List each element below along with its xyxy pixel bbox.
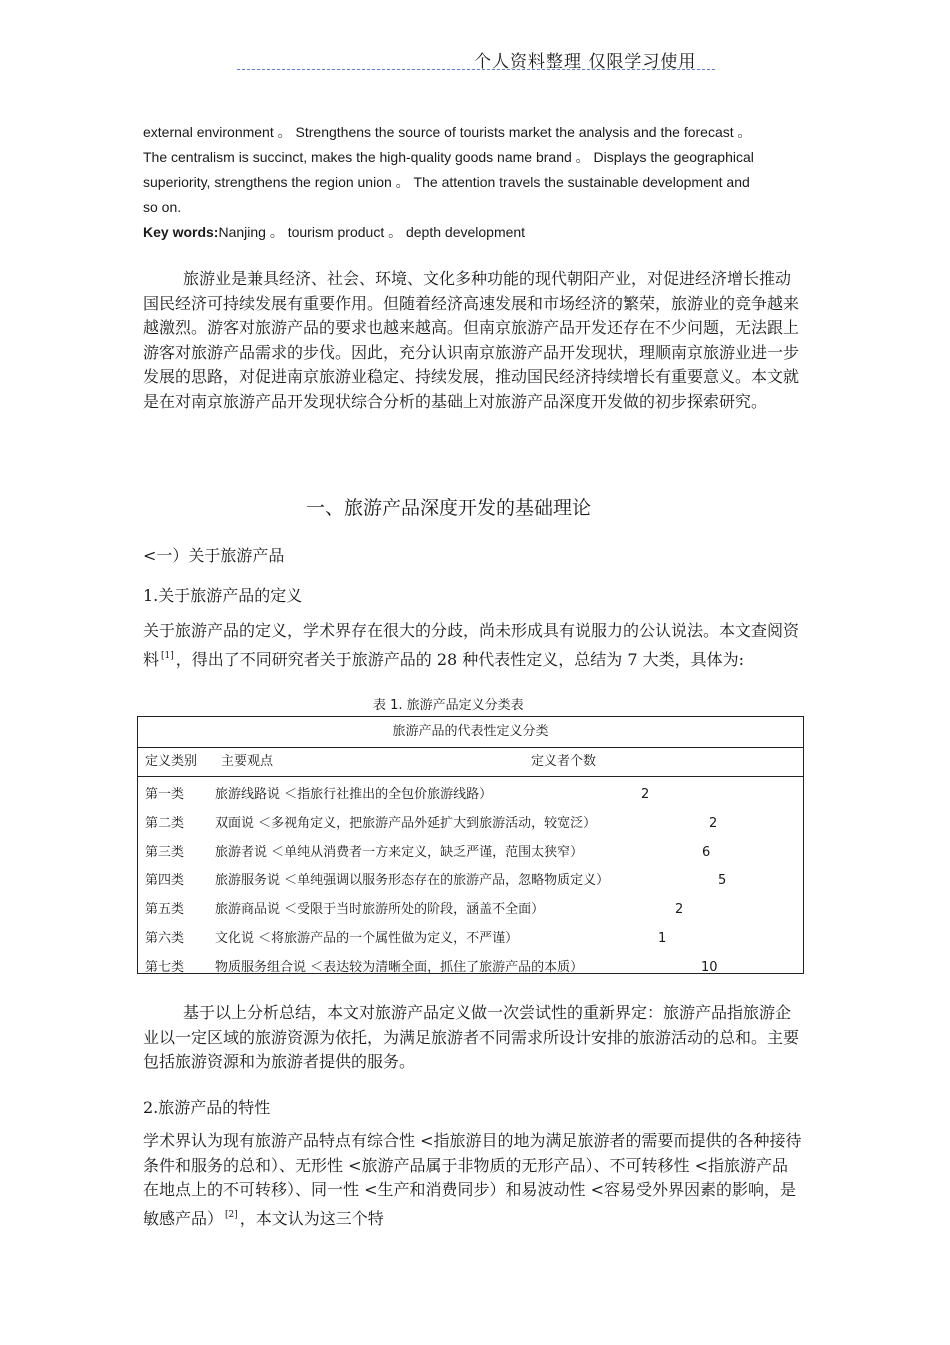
- subsection-heading: <一）关于旅游产品: [143, 546, 285, 565]
- citation: [2]: [225, 1209, 238, 1220]
- row-view: 旅游商品说 ＜受限于当时旅游所处的阶段，涵盖不全面）: [215, 902, 545, 918]
- page-header: 个人资料整理 仅限学习使用: [474, 52, 697, 72]
- row-count: 1: [658, 930, 667, 946]
- row-count: 10: [701, 959, 718, 975]
- row-category: 第三类: [145, 844, 185, 860]
- row-category: 第四类: [145, 873, 185, 889]
- abstract-line: so on.: [143, 199, 182, 215]
- summary-paragraph: 基于以上分析总结，本文对旅游产品定义做一次尝试性的重新界定：旅游产品指旅游企业以一定区域的旅游资源为依托，为满足旅游者不同需求所设计安排的旅游活动的总和。主要包括旅游资源和为旅游者提供的服务。: [143, 1003, 800, 1072]
- table-row: [138, 867, 803, 896]
- row-count: 2: [675, 902, 684, 918]
- row-category: 第五类: [145, 902, 185, 918]
- intro-paragraph: 旅游业是兼具经济、社会、环境、文化多种功能的现代朝阳产业，对促进经济增长推动国民经济可持续发展有重要作用。但随着经济高速发展和市场经济的繁荣，旅游业的竞争越来越激烈。游客对旅游产品的要求也越来越高。但南京旅游产品开发还存在不少问题，无法跟上游客对旅游产品需求的步伐。因此，充分认识南京旅游产品开发现状，理顺南京旅游业进一步发展的思路，对促进南京旅游业稳定、持续发展，推动国民经济持续增长有重要意义。本文就是在对南京旅游产品开发现状综合分析的基础上对旅游产品深度开发做的初步探索研究。: [143, 269, 800, 411]
- row-category: 第二类: [145, 815, 185, 831]
- row-category: 第一类: [145, 787, 185, 802]
- row-view: 旅游者说 ＜单纯从消费者一方来定义，缺乏严谨，范围太狭窄）: [215, 844, 584, 860]
- header-category: 定义类别: [145, 754, 198, 769]
- table-row: [138, 954, 803, 983]
- row-count: 6: [702, 844, 711, 860]
- definition-paragraph: [143, 619, 803, 672]
- row-category: 第六类: [145, 930, 185, 946]
- abstract-line: superiority, strengthens the region union 。 The attention travels the sustainable development and: [143, 174, 750, 190]
- english-abstract: [143, 120, 808, 245]
- section-title: 一、旅游产品深度开发的基础理论: [306, 497, 592, 519]
- table-row: [138, 896, 803, 925]
- abstract-line: external environment 。 Strengthens the source of tourists market the analysis and the forecast 。: [143, 124, 752, 140]
- subsubsection-heading: 1.关于旅游产品的定义: [143, 586, 303, 605]
- row-view: 旅游服务说 ＜单纯强调以服务形态存在的旅游产品，忽略物质定义）: [215, 873, 610, 889]
- definition-text: 关于旅游产品的定义，学术界存在很大的分歧，尚未形成具有说服力的公认说法。本文查阅资料: [143, 621, 800, 669]
- keywords: [143, 220, 808, 245]
- table-row: [138, 925, 803, 954]
- row-view: 物质服务组合说 ＜表达较为清晰全面，抓住了旅游产品的本质）: [215, 959, 584, 975]
- keywords-label: Key words:: [143, 224, 219, 240]
- keywords-text: Nanjing 。 tourism product 。 depth development: [218, 224, 526, 240]
- table-row: [138, 781, 803, 810]
- table-caption: 表 1. 旅游产品定义分类表: [373, 698, 524, 713]
- traits-text-cont: ，本文认为这三个特: [239, 1208, 384, 1228]
- table-title: 旅游产品的代表性定义分类: [138, 717, 803, 748]
- definition-text-cont: ，得出了不同研究者关于旅游产品的 28 种代表性定义，总结为 7 大类，具体为:: [175, 649, 745, 669]
- definition-table: [137, 716, 804, 974]
- header-view: 主要观点: [221, 754, 274, 769]
- table-row: [138, 839, 803, 868]
- row-view: 双面说 ＜多视角定义，把旅游产品外延扩大到旅游活动，较宽泛）: [215, 815, 597, 831]
- row-category: 第七类: [145, 959, 185, 975]
- row-view: 旅游线路说 ＜指旅行社推出的全包价旅游线路）: [215, 787, 493, 802]
- row-count: 2: [641, 787, 650, 802]
- subsubsection-heading: 2.旅游产品的特性: [143, 1098, 271, 1117]
- traits-text: 学术界认为现有旅游产品特点有综合性 <指旅游目的地为满足旅游者的需要而提供的各种接待条件和服务的总和）、无形性 <旅游产品属于非物质的无形产品）、不可转移性 <指旅游产品在地点上的不可转移）、同一性 <生产和消费同步）和易波动性 <容易受外界因素的影响，是敏感产品）: [143, 1131, 802, 1228]
- row-count: 5: [718, 873, 727, 889]
- traits-paragraph: [143, 1129, 803, 1231]
- row-count: 2: [709, 815, 718, 831]
- row-view: 文化说 ＜将旅游产品的一个属性做为定义，不严谨）: [215, 930, 519, 946]
- table-header-row: [138, 748, 803, 777]
- table-row: [138, 810, 803, 839]
- header-count: 定义者个数: [531, 754, 597, 769]
- citation: [1]: [161, 650, 174, 661]
- abstract-line: The centralism is succinct, makes the high-quality goods name brand 。 Displays the geographical: [143, 149, 754, 165]
- header-divider: [237, 69, 715, 70]
